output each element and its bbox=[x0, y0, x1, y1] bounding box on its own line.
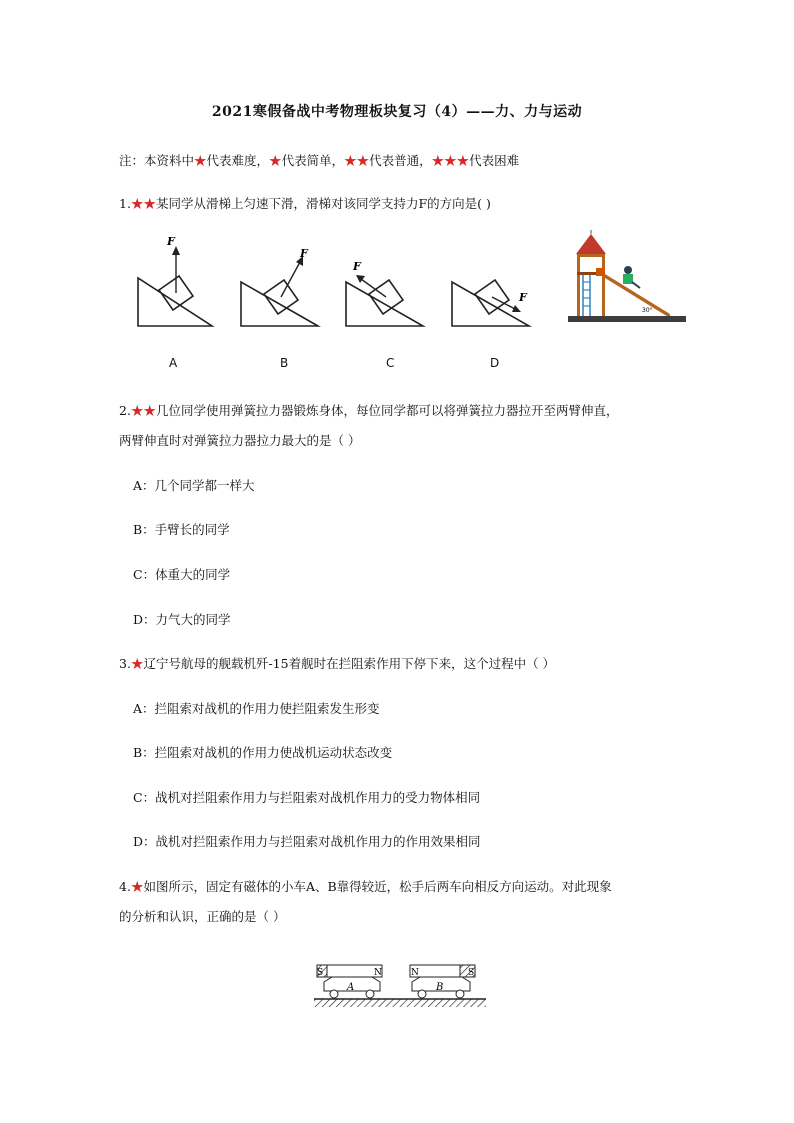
note-star-icon: ★ bbox=[269, 153, 282, 168]
question-2-line-2: 两臂伸直时对弹簧拉力器拉力最大的是（ ） bbox=[119, 433, 361, 448]
difficulty-note bbox=[119, 151, 519, 169]
question-text: 某同学从滑梯上匀速下滑，滑梯对该同学支持力F的方向是( ) bbox=[155, 196, 491, 211]
force-label: F bbox=[353, 260, 361, 273]
incline-figure-c bbox=[343, 230, 427, 330]
question-number: 3. bbox=[119, 656, 131, 671]
magnet-b-pole-left: N bbox=[411, 968, 419, 978]
q2-option-b: B：手臂长的同学 bbox=[133, 522, 230, 537]
cart-a-label: A bbox=[347, 982, 355, 993]
difficulty-star-icon: ★★ bbox=[130, 196, 156, 211]
q3-option-d: D：战机对拦阻索作用力与拦阻索对战机作用力的作用效果相同 bbox=[133, 834, 481, 849]
option-label-a: A bbox=[169, 356, 178, 370]
force-label: F bbox=[519, 291, 527, 304]
option-label-d: D bbox=[490, 356, 500, 370]
q2-option-d: D：力气大的同学 bbox=[133, 612, 231, 627]
question-number: 2. bbox=[119, 403, 131, 418]
question-number: 4. bbox=[119, 879, 131, 894]
force-label: F bbox=[300, 247, 308, 260]
question-3 bbox=[119, 654, 555, 672]
question-number: 1. bbox=[119, 196, 131, 211]
difficulty-star-icon: ★ bbox=[130, 879, 144, 894]
incline-figure-a bbox=[135, 230, 215, 330]
magnet-b-pole-right: S bbox=[468, 968, 475, 978]
document-title: 2021寒假备战中考物理板块复习（4）——力、力与运动 bbox=[211, 104, 583, 120]
question-4-line-2: 的分析和认识，正确的是（ ） bbox=[119, 909, 286, 924]
note-text-2: 代表简单， bbox=[281, 153, 345, 168]
note-text-1: 代表难度， bbox=[206, 153, 270, 168]
difficulty-star-icon: ★★ bbox=[130, 403, 156, 418]
option-label-c: C bbox=[386, 356, 395, 370]
question-1 bbox=[119, 194, 491, 212]
q2-option-a: A：几个同学都一样大 bbox=[133, 478, 255, 493]
q3-option-c: C：战机对拦阻索作用力与拦阻索对战机作用力的受力物体相同 bbox=[133, 790, 481, 805]
note-star-icon: ★★ bbox=[344, 153, 370, 168]
difficulty-star-icon: ★ bbox=[130, 656, 144, 671]
question-text: 如图所示，固定有磁体的小车A、B靠得较近，松手后两车向相反方向运动。对此现象 bbox=[143, 879, 612, 894]
note-star-icon: ★ bbox=[194, 153, 207, 168]
question-4 bbox=[119, 877, 612, 895]
note-text-4: 代表困难 bbox=[469, 153, 520, 168]
question-2 bbox=[119, 401, 618, 419]
q3-option-b: B：拦阻索对战机的作用力使战机运动状态改变 bbox=[133, 745, 393, 760]
q3-option-a: A：拦阻索对战机的作用力使拦阻索发生形变 bbox=[133, 701, 380, 716]
playground-slide-illustration bbox=[568, 230, 686, 326]
magnet-a-pole-left: S bbox=[317, 968, 324, 978]
note-star-icon: ★★★ bbox=[431, 153, 470, 168]
force-label: F bbox=[167, 235, 175, 248]
slide-angle-label: 30° bbox=[642, 307, 653, 314]
incline-figure-b bbox=[238, 230, 322, 330]
note-prefix: 注：本资料中 bbox=[119, 153, 195, 168]
question-text: 几位同学使用弹簧拉力器锻炼身体，每位同学都可以将弹簧拉力器拉开至两臂伸直， bbox=[155, 403, 619, 418]
magnet-a-pole-right: N bbox=[374, 968, 382, 978]
option-label-b: B bbox=[280, 356, 289, 370]
q2-option-c: C：体重大的同学 bbox=[133, 567, 231, 582]
question-text: 辽宁号航母的舰载机歼-15着舰时在拦阻索作用下停下来，这个过程中（ ） bbox=[143, 656, 556, 671]
incline-figure-d bbox=[449, 230, 533, 330]
magnet-carts-figure bbox=[312, 960, 488, 1016]
note-text-3: 代表普通， bbox=[369, 153, 432, 168]
cart-b-label: B bbox=[436, 982, 444, 993]
